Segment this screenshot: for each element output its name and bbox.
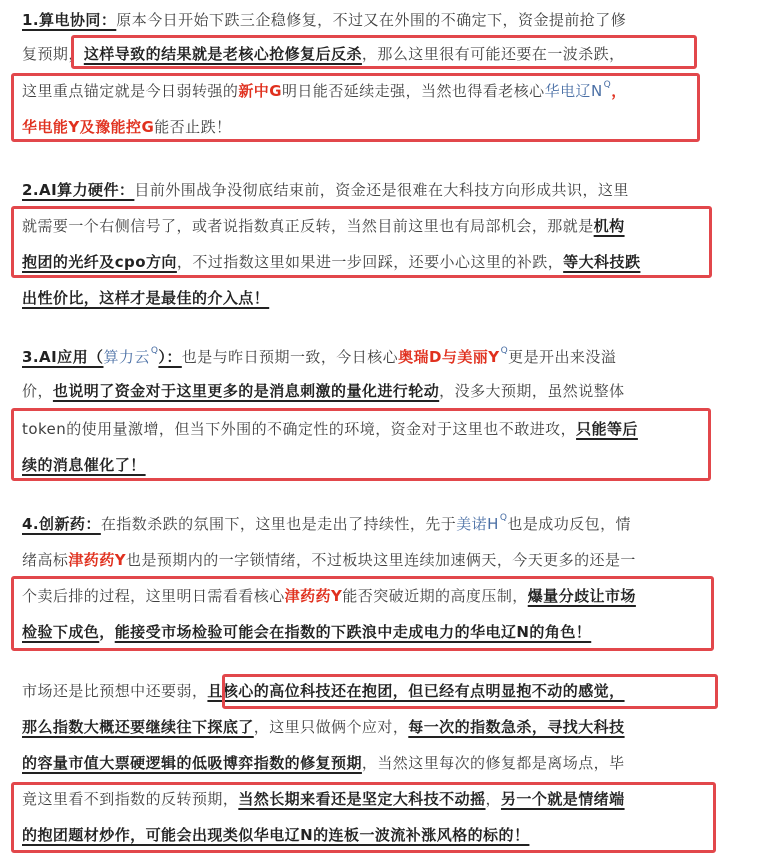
emphasis: 且核心的高位科技还在抱团，但已经有点明显抱不动的感觉，: [207, 682, 625, 700]
s1-line1: [22, 9, 626, 31]
text: 这里重点锚定就是今日弱转强的: [22, 82, 239, 100]
text: ，没多大预期，虽然说整体: [439, 382, 625, 400]
stock-name: 华电能Y及豫能控G: [22, 118, 155, 136]
text: ，那么这里很有可能还要在一波杀跌，: [361, 45, 625, 63]
text: ，: [99, 623, 115, 641]
emphasis: 另一个就是情绪端: [500, 790, 625, 808]
search-icon[interactable]: Q: [603, 80, 612, 90]
emphasis: 每一次的指数急杀，寻找大科技: [408, 718, 625, 736]
section-title-2: 2.AI算力硬件：: [22, 181, 135, 199]
text: ，这里只做俩个应对，: [253, 718, 409, 736]
s5-line1: [22, 680, 625, 702]
emphasis: 出性价比，这样才是最佳的介入点！: [22, 289, 270, 307]
emphasis: 续的消息催化了！: [22, 456, 146, 474]
search-icon[interactable]: Q: [150, 346, 159, 356]
text: ，当然这里每次的修复都是离场点，毕: [361, 754, 625, 772]
s2-line4: [22, 287, 269, 309]
section-title-3: 3.AI应用（: [22, 348, 104, 366]
section-title-4: 4.创新药：: [22, 515, 101, 533]
emphasis: 机构: [593, 217, 625, 235]
text: 市场还是比预想中还要弱，: [22, 682, 208, 700]
text: 也是成功反包，情: [507, 515, 631, 533]
stock-name: 新中G: [238, 82, 282, 100]
text: 能否突破近期的高度压制，: [342, 587, 528, 605]
s4-line3: [22, 585, 636, 607]
text: 更是开出来没溢: [508, 348, 617, 366]
s1-line4: [22, 116, 232, 138]
text: 竟这里看不到指数的反转预期，: [22, 790, 239, 808]
stock-name: 奥瑞D与美丽Y: [398, 348, 500, 366]
s5-line2: [22, 716, 625, 738]
emphasis: 检验下成色: [22, 623, 100, 641]
emphasis: 等大科技跌: [563, 253, 641, 271]
s2-line2: [22, 215, 625, 237]
emphasis: 当然长期来看还是坚定大科技不动摇: [238, 790, 486, 808]
emphasis: 的容量市值大票硬逻辑的低吸博弈指数的修复预期: [22, 754, 362, 772]
text: 也是与昨日预期一致，今日核心: [181, 348, 399, 366]
text: 原本今日开始下跌三企稳修复，不过又在外围的不确定下，资金提前抢了修: [116, 11, 627, 29]
text: 就需要一个右侧信号了，或者说指数真正反转，当然目前这里也有局部机会，那就是: [22, 217, 594, 235]
s1-line2: [22, 43, 625, 65]
text: 价，: [22, 382, 53, 400]
s2-line3: [22, 251, 640, 273]
emphasis: 抱团的光纤及cpo方向: [22, 253, 177, 271]
stock-name: 津药药Y: [284, 587, 343, 605]
text: 能否止跌！: [154, 118, 232, 136]
s5-line3: [22, 752, 625, 774]
s4-line2: [22, 549, 636, 571]
text: ，: [485, 790, 501, 808]
stock-link-hdln[interactable]: 华电辽N: [544, 82, 603, 100]
text: ，不过指数这里如果进一步回踩，还要小心这里的补跌，: [176, 253, 564, 271]
s3-line4: [22, 454, 146, 476]
s3-line3: [22, 418, 638, 440]
section-title-1: 1.算电协同：: [22, 11, 117, 29]
stock-name: 津药药Y: [68, 551, 127, 569]
emphasis: 能接受市场检验可能会在指数的下跌浪中走成电力的华电辽N的角色！: [114, 623, 592, 641]
text: 个卖后排的过程，这里明日需看看核心: [22, 587, 285, 605]
emphasis: 只能等后: [576, 420, 638, 438]
stock-link-mnh[interactable]: 美诺H: [456, 515, 499, 533]
emphasis: 这样导致的结果就是老核心抢修复后反杀: [83, 45, 362, 63]
s3-line1: [22, 346, 616, 368]
s5-line4: [22, 788, 625, 810]
search-icon[interactable]: Q: [500, 346, 509, 356]
emphasis: 那么指数大概还要继续往下探底了: [22, 718, 254, 736]
text: ，: [611, 82, 627, 100]
text: 复预期，: [22, 45, 84, 63]
s4-line4: [22, 621, 591, 643]
text: 在指数杀跌的氛围下，这里也是走出了持续性，先于: [100, 515, 457, 533]
s3-line2: [22, 380, 625, 402]
s2-line1: [22, 179, 629, 201]
s1-line3: [22, 80, 627, 102]
search-icon[interactable]: Q: [499, 513, 508, 523]
text: 也是预期内的一字锁情绪，不过板块这里连续加速俩天，今天更多的还是一: [126, 551, 636, 569]
text: token的使用量激增，但当下外围的不确定性的环境，资金对于这里也不敢进攻，: [22, 420, 577, 438]
text: 明日能否延续走强，当然也得看老核心: [281, 82, 545, 100]
s5-line5: [22, 824, 529, 846]
text: ）：: [158, 348, 182, 366]
text: 目前外围战争没彻底结束前，资金还是很难在大科技方向形成共识，这里: [134, 181, 629, 199]
s4-line1: [22, 513, 631, 535]
emphasis: 的抱团题材炒作，可能会出现类似华电辽N的连板一波流补涨风格的标的！: [22, 826, 530, 844]
emphasis: 也说明了资金对于这里更多的是消息刺激的量化进行轮动: [52, 382, 440, 400]
emphasis: 爆量分歧让市场: [527, 587, 636, 605]
text: 绪高标: [22, 551, 69, 569]
concept-link-cloud[interactable]: 算力云: [103, 348, 150, 366]
